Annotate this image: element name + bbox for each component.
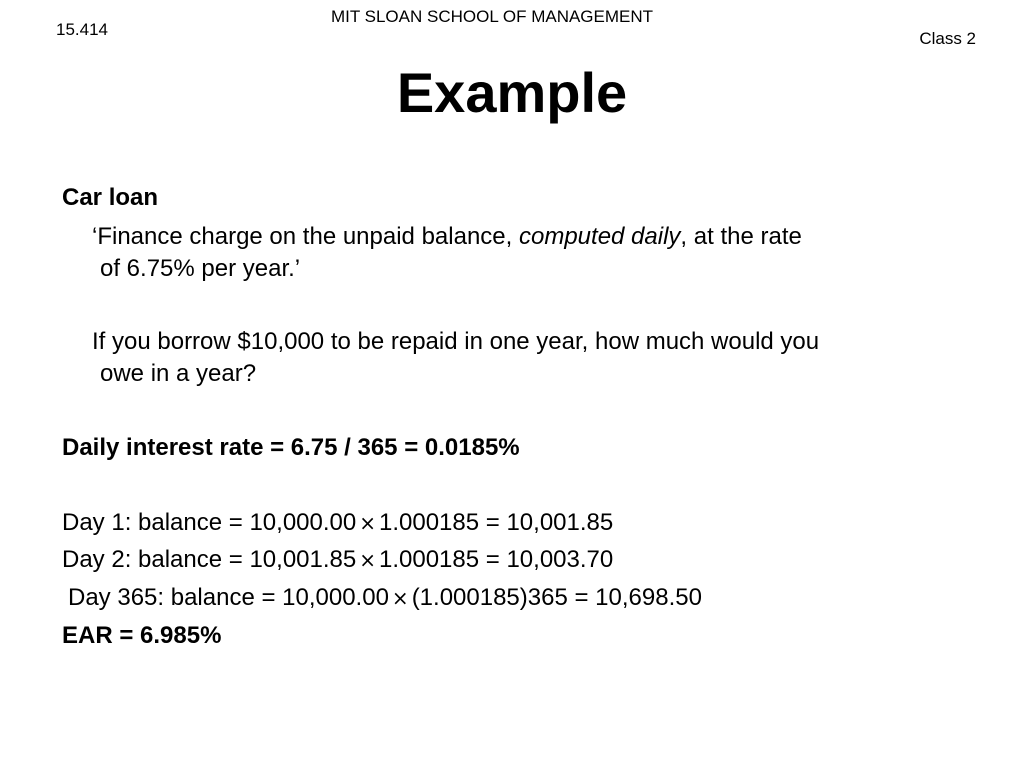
day365-formula [68, 582, 702, 614]
class-label: Class 2 [919, 29, 976, 48]
day2-right: 1.000185 = 10,003.70 [379, 546, 614, 573]
times-symbol: × [359, 511, 376, 535]
section-heading: Car loan [62, 184, 159, 211]
quote-text-part1: ‘Finance charge on the unpaid balance, [92, 223, 519, 250]
times-symbol: × [359, 548, 376, 572]
question-line-1: If you borrow $10,000 to be repaid in one year, how much would you [92, 328, 820, 355]
ear-result: EAR = 6.985% [62, 622, 222, 649]
day365-right: (1.000185)365 = 10,698.50 [411, 584, 702, 611]
day1-formula [62, 507, 613, 539]
question-line-2: owe in a year? [100, 360, 257, 387]
day1-right: 1.000185 = 10,001.85 [379, 509, 614, 536]
day365-left: Day 365: balance = 10,000.00 [68, 584, 389, 611]
quote-emphasis: computed daily [518, 223, 681, 250]
times-symbol: × [391, 586, 409, 610]
quote-line-2: of 6.75% per year.’ [100, 255, 301, 282]
course-number: 15.414 [56, 20, 108, 39]
day2-left: Day 2: balance = 10,001.85 [62, 546, 357, 573]
quote-line-1 [92, 221, 802, 253]
day2-formula [62, 544, 613, 576]
quote-text-part2: , at the rate [680, 223, 802, 250]
daily-rate-formula: Daily interest rate = 6.75 / 365 = 0.0185% [62, 434, 520, 461]
day1-left: Day 1: balance = 10,000.00 [62, 509, 357, 536]
school-name: MIT SLOAN SCHOOL OF MANAGEMENT [330, 7, 654, 26]
slide-title: Example [396, 61, 628, 124]
